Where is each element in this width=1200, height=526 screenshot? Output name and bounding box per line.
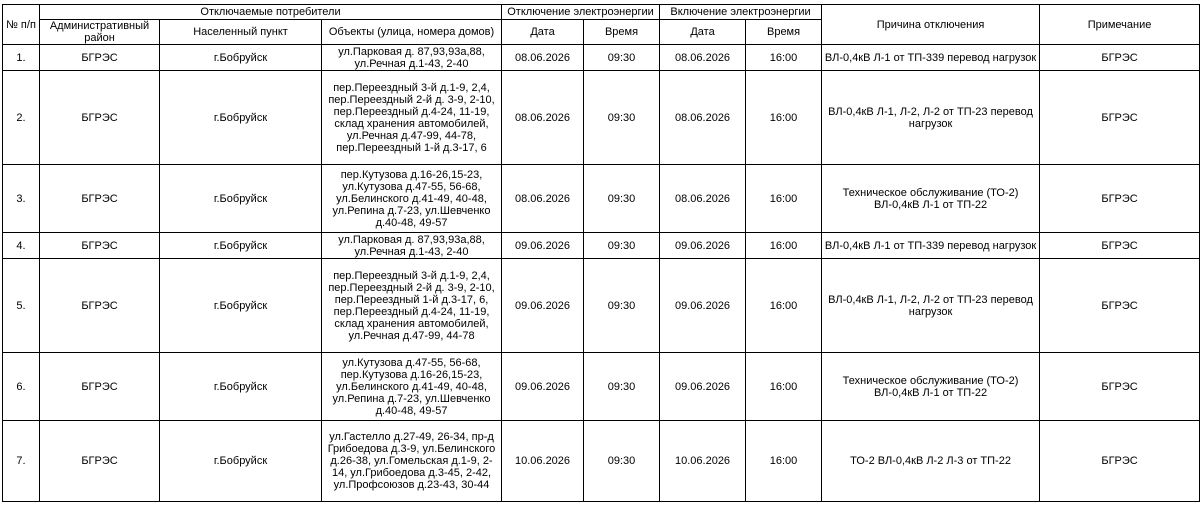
cell-settlement: г.Бобруйск (160, 71, 322, 165)
header-on-time: Время (746, 20, 822, 45)
cell-on-date: 08.06.2026 (660, 45, 746, 71)
cell-reason: ВЛ-0,4кВ Л-1 от ТП-339 перевод нагрузок (822, 45, 1040, 71)
cell-num: 5. (3, 259, 40, 353)
cell-on-date: 08.06.2026 (660, 71, 746, 165)
cell-num: 1. (3, 45, 40, 71)
header-num: № п/п (3, 5, 40, 45)
header-settlement: Населенный пункт (160, 20, 322, 45)
cell-off-date: 08.06.2026 (502, 165, 584, 233)
header-reason: Причина отключения (822, 5, 1040, 45)
cell-off-date: 10.06.2026 (502, 421, 584, 502)
cell-district: БГРЭС (40, 45, 160, 71)
cell-off-time: 09:30 (584, 421, 660, 502)
cell-objects: ул.Парковая д. 87,93,93а,88, ул.Речная д.1-43, 2-40 (322, 45, 502, 71)
cell-settlement: г.Бобруйск (160, 421, 322, 502)
cell-objects: пер.Переездный 3-й д.1-9, 2,4, пер.Переездный 2-й д. 3-9, 2-10, пер.Переездный д.4-24, 11-19, склад хранения автомобилей, ул.Речная д.47-99, 44-78, пер.Переездный 1-й д.3-17, 6 (322, 71, 502, 165)
header-on-group: Включение электроэнергии (660, 5, 822, 20)
header-objects: Объекты (улица, номера домов) (322, 20, 502, 45)
cell-on-time: 16:00 (746, 71, 822, 165)
cell-objects: ул.Кутузова д.47-55, 56-68, пер.Кутузова д.16-26,15-23, ул.Белинского д.41-49, 40-48, ул.Репина д.7-23, ул.Шевченко д.40-48, 49-57 (322, 353, 502, 421)
cell-note: БГРЭС (1040, 71, 1200, 165)
table-row (3, 165, 1200, 233)
cell-on-time: 16:00 (746, 421, 822, 502)
cell-reason: ВЛ-0,4кВ Л-1, Л-2, Л-2 от ТП-23 перевод нагрузок (822, 259, 1040, 353)
cell-reason: Техническое обслуживание (ТО-2) ВЛ-0,4кВ Л-1 от ТП-22 (822, 165, 1040, 233)
cell-off-date: 09.06.2026 (502, 233, 584, 259)
cell-objects: ул.Гастелло д.27-49, 26-34, пр-д Грибоедова д.3-9, ул.Белинского д.26-38, ул.Гомельская д.1-9, 2-14, ул.Грибоедова д.3-45, 2-42, ул.Профсоюзов д.23-43, 30-44 (322, 421, 502, 502)
header-consumers-group: Отключаемые потребители (40, 5, 502, 20)
cell-objects: ул.Парковая д. 87,93,93а,88, ул.Речная д.1-43, 2-40 (322, 233, 502, 259)
cell-note: БГРЭС (1040, 259, 1200, 353)
cell-district: БГРЭС (40, 71, 160, 165)
cell-on-date: 09.06.2026 (660, 233, 746, 259)
cell-district: БГРЭС (40, 259, 160, 353)
cell-off-time: 09:30 (584, 259, 660, 353)
cell-reason: ВЛ-0,4кВ Л-1 от ТП-339 перевод нагрузок (822, 233, 1040, 259)
cell-on-date: 09.06.2026 (660, 259, 746, 353)
cell-num: 6. (3, 353, 40, 421)
cell-num: 2. (3, 71, 40, 165)
header-off-date: Дата (502, 20, 584, 45)
cell-objects: пер.Переездный 3-й д.1-9, 2,4, пер.Переездный 2-й д. 3-9, 2-10, пер.Переездный 1-й д.3-17, 6, пер.Переездный д.4-24, 11-19, склад хранения автомобилей, ул.Речная д.47-99, 44-78 (322, 259, 502, 353)
cell-num: 4. (3, 233, 40, 259)
cell-district: БГРЭС (40, 421, 160, 502)
cell-settlement: г.Бобруйск (160, 45, 322, 71)
cell-objects: пер.Кутузова д.16-26,15-23, ул.Кутузова д.47-55, 56-68, ул.Белинского д.41-49, 40-48, ул.Репина д.7-23, ул.Шевченко д.40-48, 49-57 (322, 165, 502, 233)
header-off-group: Отключение электроэнергии (502, 5, 660, 20)
cell-note: БГРЭС (1040, 233, 1200, 259)
table-row (3, 421, 1200, 502)
table-row (3, 259, 1200, 353)
cell-off-date: 08.06.2026 (502, 45, 584, 71)
cell-off-date: 09.06.2026 (502, 259, 584, 353)
table-row (3, 71, 1200, 165)
cell-off-date: 09.06.2026 (502, 353, 584, 421)
outage-schedule-table (2, 4, 1200, 502)
cell-note: БГРЭС (1040, 421, 1200, 502)
table-row (3, 45, 1200, 71)
cell-on-date: 08.06.2026 (660, 165, 746, 233)
cell-settlement: г.Бобруйск (160, 353, 322, 421)
header-on-date: Дата (660, 20, 746, 45)
cell-district: БГРЭС (40, 233, 160, 259)
cell-off-time: 09:30 (584, 165, 660, 233)
cell-on-time: 16:00 (746, 165, 822, 233)
cell-off-time: 09:30 (584, 71, 660, 165)
header-off-time: Время (584, 20, 660, 45)
cell-off-time: 09:30 (584, 353, 660, 421)
cell-off-date: 08.06.2026 (502, 71, 584, 165)
cell-district: БГРЭС (40, 353, 160, 421)
cell-on-time: 16:00 (746, 233, 822, 259)
cell-reason: ТО-2 ВЛ-0,4кВ Л-2 Л-3 от ТП-22 (822, 421, 1040, 502)
cell-on-date: 09.06.2026 (660, 353, 746, 421)
cell-note: БГРЭС (1040, 353, 1200, 421)
table-row (3, 233, 1200, 259)
cell-off-time: 09:30 (584, 233, 660, 259)
header-note: Примечание (1040, 5, 1200, 45)
cell-on-time: 16:00 (746, 45, 822, 71)
cell-num: 7. (3, 421, 40, 502)
cell-note: БГРЭС (1040, 45, 1200, 71)
cell-on-date: 10.06.2026 (660, 421, 746, 502)
cell-on-time: 16:00 (746, 353, 822, 421)
cell-reason: ВЛ-0,4кВ Л-1, Л-2, Л-2 от ТП-23 перевод нагрузок (822, 71, 1040, 165)
table-row (3, 353, 1200, 421)
cell-reason: Техническое обслуживание (ТО-2) ВЛ-0,4кВ Л-1 от ТП-22 (822, 353, 1040, 421)
cell-district: БГРЭС (40, 165, 160, 233)
header-district: Административный район (40, 20, 160, 45)
header-row-top (3, 5, 1200, 20)
cell-num: 3. (3, 165, 40, 233)
cell-settlement: г.Бобруйск (160, 233, 322, 259)
cell-off-time: 09:30 (584, 45, 660, 71)
cell-settlement: г.Бобруйск (160, 165, 322, 233)
cell-on-time: 16:00 (746, 259, 822, 353)
cell-note: БГРЭС (1040, 165, 1200, 233)
cell-settlement: г.Бобруйск (160, 259, 322, 353)
